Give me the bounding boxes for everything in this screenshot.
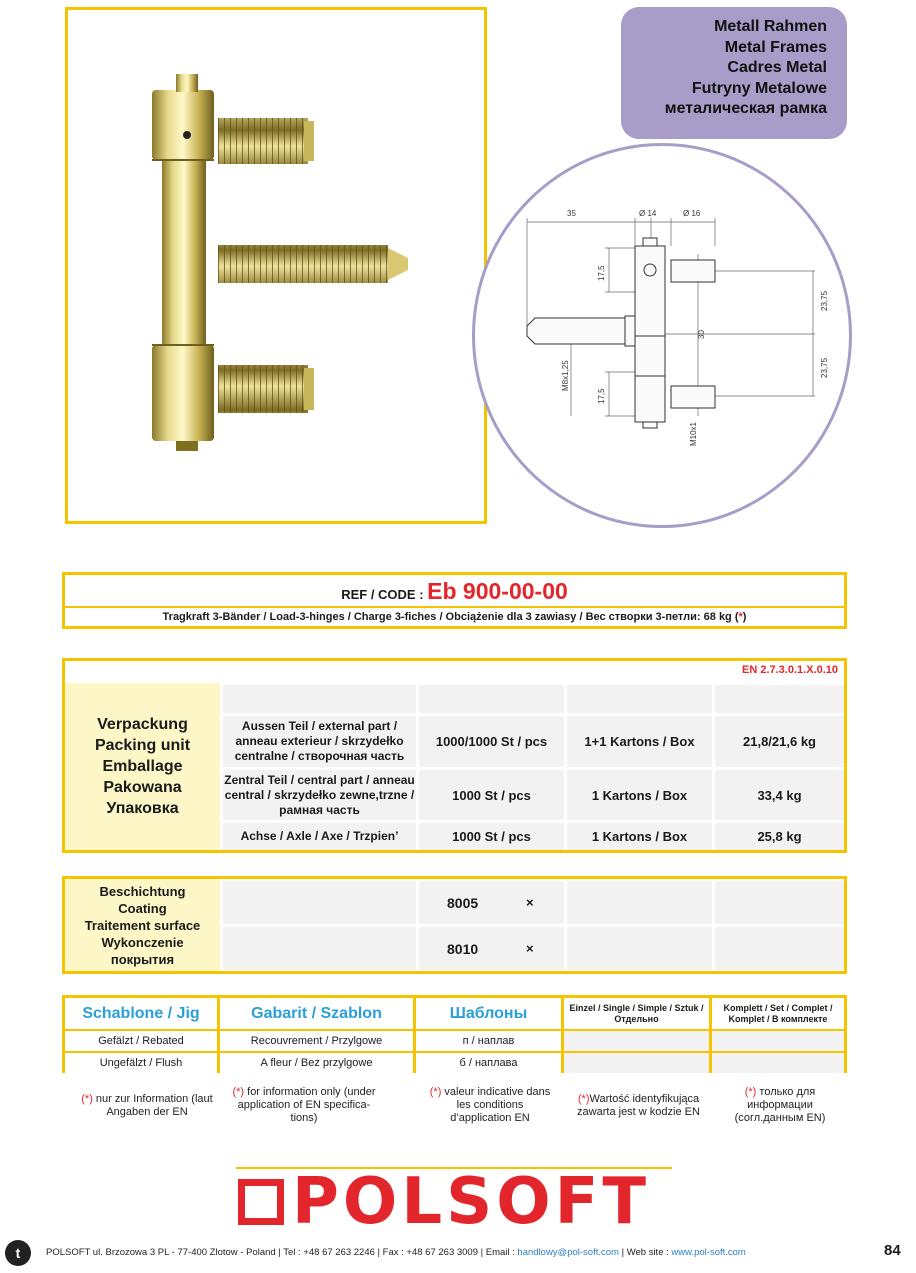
coating-code-cell <box>419 881 564 924</box>
load-asterisk: * <box>738 611 743 623</box>
packing-weight-cell: 21,8/21,6 kg <box>715 716 844 767</box>
coating-label-de: Beschichtung <box>99 883 186 899</box>
packing-header-cell <box>715 685 844 713</box>
note-de <box>72 1093 222 1119</box>
note-ru <box>720 1086 840 1125</box>
packing-weight-cell: 33,4 kg <box>715 770 844 820</box>
ref-code-value: Eb 900-00-00 <box>427 578 568 604</box>
packing-label-pl: Pakowana <box>103 779 182 796</box>
coating-empty-cell <box>715 881 844 924</box>
dim-dia-16: Ø 16 <box>683 209 701 218</box>
note-mark: (*) <box>232 1086 245 1098</box>
packing-label-fr: Emballage <box>102 758 183 775</box>
note-text: for information only (under application of EN specifica-tions) <box>237 1086 376 1124</box>
dim-17-5-bottom: 17,5 <box>597 388 606 404</box>
product-photo-frame <box>65 7 487 524</box>
load-capacity-row <box>65 608 844 627</box>
jig-flush-single <box>564 1053 709 1073</box>
ref-code-label: REF / CODE : <box>341 587 428 602</box>
packing-weight-cell: 25,8 kg <box>715 823 844 850</box>
jig-table <box>62 995 847 1073</box>
packing-label-de: Verpackung <box>97 716 188 733</box>
dim-m10: M10x1 <box>689 421 698 446</box>
jig-header-fr: Gabarit / Szablon <box>220 998 413 1029</box>
note-en <box>226 1086 382 1125</box>
title-line-en: Metal Frames <box>724 38 827 56</box>
packing-header-cell <box>567 685 712 713</box>
jig-header-de: Schablone / Jig <box>65 998 217 1029</box>
coating-label-en: Coating <box>118 900 167 916</box>
packing-label-ru: Упаковка <box>106 800 179 817</box>
jig-rebated-fr: Recouvrement / Przylgowe <box>220 1031 413 1051</box>
footer-web-link[interactable]: www.pol-soft.com <box>671 1247 746 1258</box>
dim-23-75-top: 23,75 <box>820 290 829 311</box>
coating-empty-cell <box>223 881 416 924</box>
footer-email-link[interactable]: handlowy@pol-soft.com <box>517 1247 619 1258</box>
en-classification-code: EN 2.7.3.0.1.X.0.10 <box>741 664 838 676</box>
page-number: 84 <box>884 1242 901 1259</box>
packing-part-cell: Zentral Teil / central part / anneau central / skrzydełko zewne,trzne / рамная часть <box>223 770 416 820</box>
note-text: только для информации (согл.данным EN) <box>734 1086 826 1124</box>
jig-flush-de: Ungefälzt / Flush <box>65 1053 217 1073</box>
note-mark: (*) <box>577 1093 590 1105</box>
jig-flush-set <box>712 1053 844 1073</box>
packing-box-cell: 1+1 Kartons / Box <box>567 716 712 767</box>
jig-rebated-de: Gefälzt / Rebated <box>65 1031 217 1051</box>
packing-header-cell <box>223 685 416 713</box>
packing-qty-cell: 1000 St / pcs <box>419 823 564 850</box>
coating-label-ru: покрытия <box>110 951 175 967</box>
footer-contact <box>46 1247 746 1258</box>
packing-box-cell: 1 Kartons / Box <box>567 770 712 820</box>
note-mark: (*) <box>744 1086 757 1098</box>
coating-label-pl: Wykonczenie <box>101 934 184 950</box>
title-line-fr: Cadres Metal <box>727 59 827 76</box>
note-text: Wartość identyfikująca zawarta jest w kodzie EN <box>577 1093 700 1118</box>
coating-table <box>62 876 847 974</box>
polsoft-logo <box>234 1165 684 1239</box>
hinge-photo-image <box>68 10 484 521</box>
note-mark: (*) <box>429 1086 442 1098</box>
packing-part-cell: Aussen Teil / external part / anneau exterieur / skrzydełko centralne / створочная часть <box>223 716 416 767</box>
logo-square-icon <box>238 1179 284 1225</box>
jig-rebated-set <box>712 1031 844 1051</box>
footer <box>0 1238 916 1268</box>
jig-header-single: Einzel / Single / Simple / Sztuk / Отдельно <box>564 998 709 1029</box>
note-text: nur zur Information (laut Angaben der EN <box>92 1093 213 1118</box>
logo-text: POLSOFT <box>292 1165 650 1239</box>
dim-17-5-top: 17,5 <box>597 265 606 281</box>
title-line-pl: Futryny Metalowe <box>691 79 827 97</box>
jig-header-set: Komplett / Set / Complet / Komplet / В комплекте <box>712 998 844 1029</box>
footer-web-label: | Web site : <box>618 1247 672 1258</box>
dim-30: 30 <box>697 330 706 339</box>
coating-code-8010: 8010 <box>447 940 479 957</box>
coating-code-cell <box>419 927 564 970</box>
jig-rebated-single <box>564 1031 709 1051</box>
dim-dia-14: Ø 14 <box>639 209 657 218</box>
dim-23-75-bottom: 23,75 <box>820 357 829 378</box>
title-line-de: Metall Rahmen <box>714 18 827 35</box>
coating-empty-cell <box>567 927 712 970</box>
ref-code-row <box>65 575 844 608</box>
coating-empty-cell <box>223 927 416 970</box>
load-capacity-text: Tragkraft 3-Bänder / Load-3-hinges / Charge 3-fiches / Obciążenie dla 3 zawiasy / Вес створки 3-петли: 68 kg ( <box>162 611 739 623</box>
jig-header-ru: Шаблоны <box>416 998 561 1029</box>
ref-code-box <box>62 572 847 629</box>
coating-mark: × <box>526 895 534 910</box>
technical-drawing <box>472 143 852 528</box>
packing-label-en: Packing unit <box>94 737 191 754</box>
packing-box-cell: 1 Kartons / Box <box>567 823 712 850</box>
packing-qty-cell: 1000 St / pcs <box>419 770 564 820</box>
jig-flush-fr: A fleur / Bez przylgowe <box>220 1053 413 1073</box>
title-line-ru: металическая рамка <box>664 100 827 117</box>
coating-empty-cell <box>715 927 844 970</box>
company-t-icon: t <box>5 1240 31 1266</box>
packing-label-cell <box>65 683 220 850</box>
hinge-dimension-drawing <box>475 146 849 525</box>
dim-m8: M8x1,25 <box>561 360 570 391</box>
footer-address: POLSOFT ul. Brzozowa 3 PL - 77-400 Zlotow - Poland | Tel : +48 67 263 2246 | Fax : +48 67 263 3009 | Email : <box>46 1247 518 1258</box>
coating-label-fr: Traitement surface <box>84 917 201 933</box>
jig-rebated-ru: п / наплав <box>416 1031 561 1051</box>
load-close: ) <box>742 611 747 623</box>
coating-mark: × <box>526 941 534 956</box>
packing-part-cell: Achse / Axle / Axe / Trzpien’ <box>223 823 416 850</box>
packing-qty-cell: 1000/1000 St / pcs <box>419 716 564 767</box>
note-text: valeur indicative dans les conditions d’application EN <box>441 1086 551 1124</box>
coating-label-cell <box>65 879 220 971</box>
note-mark: (*) <box>81 1093 93 1105</box>
packing-unit-table <box>62 658 847 853</box>
coating-empty-cell <box>567 881 712 924</box>
dim-35: 35 <box>567 209 576 218</box>
jig-flush-ru: б / наплава <box>416 1053 561 1073</box>
coating-code-8005: 8005 <box>447 894 479 911</box>
note-fr <box>425 1086 555 1125</box>
packing-header-cell <box>419 685 564 713</box>
category-title-tab <box>621 7 847 139</box>
note-pl <box>566 1093 711 1119</box>
